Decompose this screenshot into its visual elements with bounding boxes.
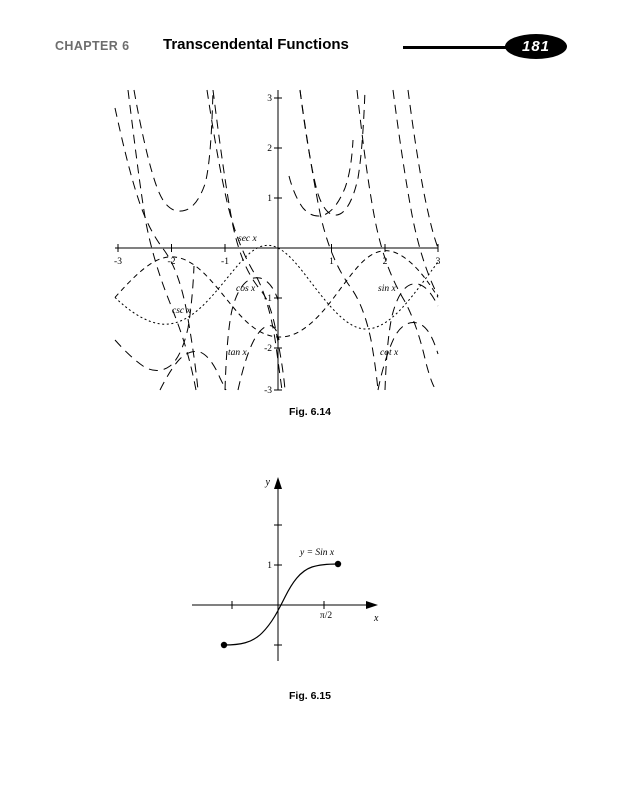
- figure-6-15-plot: [0, 465, 620, 680]
- tick-label-x: -1: [221, 257, 229, 267]
- tick-label-y: -2: [264, 344, 272, 354]
- endpoint-dot-right: [335, 561, 341, 567]
- curve-label-tan: tan x: [228, 348, 247, 358]
- figure-6-14: [0, 78, 620, 418]
- tick-label-y: 3: [267, 94, 272, 104]
- tick-label-x: 2: [382, 257, 388, 267]
- curve-cot-branch-1: [115, 108, 198, 390]
- curve-label-sin: sin x: [378, 284, 396, 294]
- tick-label-x: 1: [329, 257, 334, 267]
- curve-tan-branch-3: [300, 90, 378, 390]
- endpoint-dot-left: [221, 642, 227, 648]
- page-number-badge: 181: [505, 34, 567, 59]
- curve-label-cot: cot x: [380, 348, 399, 358]
- tick-label-x: -2: [167, 257, 176, 267]
- curve-csc-branch-2: [160, 351, 226, 390]
- curve-csc-branch-4: [289, 140, 353, 216]
- tick-label-x: π/2: [319, 611, 333, 621]
- axis-label-y: y: [265, 477, 270, 488]
- page-title: Transcendental Functions: [163, 36, 349, 53]
- curve-tan-branch-1: [128, 90, 196, 390]
- x-axis-arrow: [366, 601, 378, 609]
- tick-label-y: -3: [264, 386, 272, 396]
- curve-label-cos: cos x: [236, 284, 256, 294]
- tick-label-y: 1: [267, 194, 272, 204]
- figure-6-14-plot: [0, 78, 620, 398]
- figure-6-14-caption: Fig. 6.14: [288, 406, 331, 418]
- curve-cot-branch-3: [357, 90, 436, 390]
- tick-label-x: -3: [114, 257, 122, 267]
- curve-sec-branch-5: [385, 284, 438, 390]
- figure-6-15: [0, 465, 620, 702]
- tick-label-y: -1: [264, 294, 272, 304]
- curve-label-principal-sine: y = Sin x: [300, 548, 335, 558]
- tick-label-y: 2: [267, 144, 272, 154]
- tick-label-x: 3: [435, 257, 441, 267]
- axis-label-x: x: [374, 613, 379, 624]
- y-axis-arrow: [274, 477, 282, 489]
- chapter-label: CHAPTER 6: [55, 39, 130, 53]
- page-header: [0, 30, 620, 64]
- curve-tan-branch-4: [393, 90, 438, 296]
- curve-label-csc: csc x: [172, 306, 191, 316]
- curve-sec-branch-1: [134, 90, 213, 211]
- curve-csc-branch-1: [115, 266, 194, 371]
- curve-label-sec: sec x: [238, 234, 257, 244]
- curve-sec-branch-3: [408, 90, 438, 248]
- tick-label-y: 1: [267, 561, 272, 571]
- figure-6-15-caption: Fig. 6.15: [288, 690, 331, 702]
